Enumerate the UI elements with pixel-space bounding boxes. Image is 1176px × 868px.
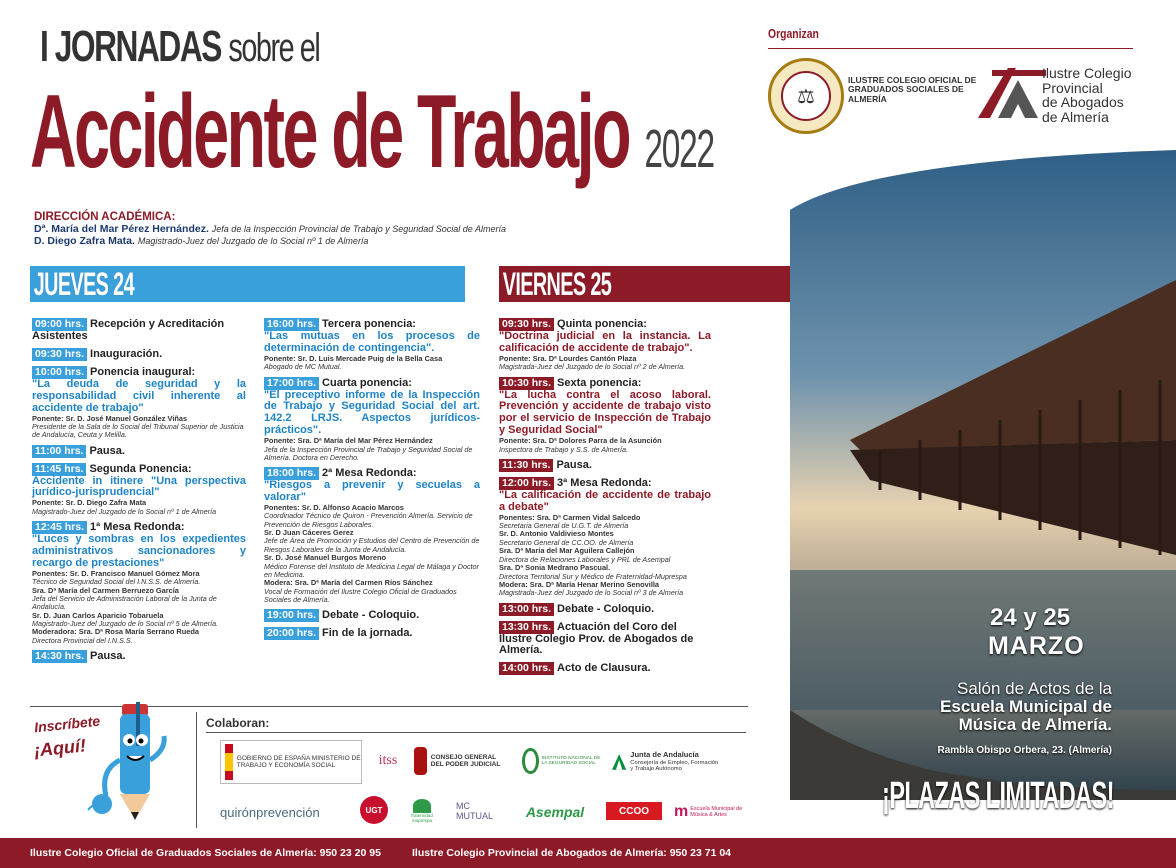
logo-asempal: Asempal bbox=[525, 804, 585, 820]
speaker: Ponente: Sra. Dª Lourdes Cantón Plaza Magistrada-Juez del Juzgado de lo Social nº 2 de Almería. bbox=[499, 353, 686, 372]
speakers bbox=[32, 570, 246, 645]
program-item bbox=[32, 318, 246, 343]
time-badge: 17:00 hrs. bbox=[264, 377, 319, 390]
talk-title: "Luces y sombras en los expedientes administrativos sancionadores y recargo de prestaciones" bbox=[32, 533, 246, 569]
signup-text-1[interactable]: Inscríbete bbox=[33, 712, 101, 736]
time-badge: 12:45 hrs. bbox=[32, 521, 87, 534]
speaker: Sra. Dª María del Carmen Berruezo García Jefa del Servicio de Administración Laboral de la Junta de Andalucía. bbox=[32, 585, 217, 612]
footer-phone-graduados: Ilustre Colegio Oficial de Graduados Sociales de Almería: 950 23 20 95 bbox=[30, 847, 381, 859]
program-item bbox=[32, 650, 246, 663]
speaker: Sr. D Juan Cáceres Gerez Jefe de Área de Promoción y Estudios del Centro de Prevención de Riesgos Laborales de la Junta de Andalucía. bbox=[264, 527, 480, 554]
logo-ccoo: CCOO bbox=[606, 802, 662, 820]
program-item bbox=[499, 662, 711, 675]
director-1: Dª. María del Mar Pérez Hernández. Jefa de la Inspección Provincial de Trabajo y Seguridad Social de Almería bbox=[34, 223, 506, 235]
program-item bbox=[499, 603, 711, 616]
title-line1: I JORNADAS sobre el bbox=[40, 22, 320, 71]
director-2: D. Diego Zafra Mata. Magistrado-Juez del Juzgado de lo Social nº 1 de Almería bbox=[34, 235, 369, 247]
vertical-divider bbox=[196, 712, 197, 828]
graduados-sociales-seal-icon: ⚖ bbox=[768, 58, 844, 134]
speaker: Ponentes: Sr. D. Alfonso Acacio Marcos Coordinador Técnico de Quiron - Prevención Almería. Servicio de Prevención de Riesgos Laborales. bbox=[264, 502, 473, 529]
logo-itss: itss bbox=[378, 753, 398, 768]
time-badge: 11:00 hrs. bbox=[32, 445, 86, 458]
program-item bbox=[32, 366, 246, 440]
event-venue: Salón de Actos de la Escuela Municipal de Música de Almería. bbox=[940, 679, 1112, 734]
item-heading: Segunda Ponencia: bbox=[89, 462, 192, 475]
speakers bbox=[264, 437, 480, 462]
time-badge: 19:00 hrs. bbox=[264, 609, 319, 622]
academic-direction bbox=[34, 211, 506, 247]
item-heading: Actuación del Coro del Ilustre Colegio Prov. de Abogados de Almería. bbox=[499, 620, 694, 657]
talk-title: "La lucha contra el acoso laboral. Prevención y accidente de trabajo visto por el servicio de Inspección de Trabajo y Seguridad Social" bbox=[499, 388, 711, 437]
signup-text-2[interactable]: ¡Aquí! bbox=[33, 735, 87, 761]
speakers bbox=[499, 514, 711, 598]
logo-quironprevencion: quirónprevención bbox=[220, 804, 320, 820]
program-item bbox=[264, 609, 480, 622]
program-item bbox=[499, 318, 711, 372]
speaker: Moderadora: Sra. Dª Rosa María Serrano Rueda Directora Provincial del I.N.S.S. bbox=[32, 627, 200, 645]
program-col-friday bbox=[499, 318, 711, 680]
collaborators-label: Colaboran: bbox=[206, 716, 270, 730]
time-badge: 11:30 hrs. bbox=[499, 459, 553, 472]
speaker: Sr. D. José Manuel Burgos Moreno Médico Forense del Instituto de Medicina Legal de Málaga y Doctor en Medicina. bbox=[264, 553, 479, 579]
limited-places-notice: ¡PLAZAS LIMITADAS! bbox=[882, 775, 1114, 817]
program-item bbox=[32, 463, 246, 517]
talk-title: "La calificación de accidente de trabajo a debate" bbox=[499, 488, 711, 513]
item-heading: Sexta ponencia: bbox=[557, 376, 642, 389]
item-heading: Recepción y Acreditación Asistentes bbox=[32, 318, 225, 342]
item-heading: Debate - Coloquio. bbox=[557, 602, 655, 615]
program-item bbox=[499, 377, 711, 454]
time-badge: 13:30 hrs. bbox=[499, 621, 554, 634]
collaborators-divider bbox=[206, 732, 746, 733]
speakers bbox=[32, 415, 246, 440]
time-badge: 14:00 hrs. bbox=[499, 662, 554, 675]
logo-junta-andalucia: Junta de Andalucía Consejería de Empleo, Formación y Trabajo Autónomo bbox=[612, 742, 722, 782]
item-heading: 2ª Mesa Redonda: bbox=[322, 467, 417, 480]
footer-phone-abogados: Ilustre Colegio Provincial de Abogados de Almería: 950 23 71 04 bbox=[412, 847, 731, 859]
speakers bbox=[264, 355, 480, 372]
speaker: Sra. Dª María del Mar Aguilera Callejón Directora de Relaciones Laborales y PRL de Asempal bbox=[499, 546, 671, 564]
time-badge: 16:00 hrs. bbox=[264, 318, 319, 331]
speaker: Sr. D. Juan Carlos Aparicio Tobaruela Magistrado-Juez del Juzgado de lo Social nº 5 de Almería. bbox=[32, 610, 219, 629]
speaker: Sra. Dª Sonia Medrano Pascual. Directora Territorial Sur y Médico de Fraternidad-Muprespa bbox=[499, 562, 687, 581]
abogados-logo-icon bbox=[978, 64, 1046, 118]
event-date-days: 24 y 25 bbox=[990, 604, 1071, 631]
item-heading: Pausa. bbox=[90, 650, 126, 663]
logo-cgpj: CONSEJO GENERAL DEL PODER JUDICIAL bbox=[414, 744, 510, 778]
time-badge: 14:30 hrs. bbox=[32, 650, 87, 663]
item-heading: Ponencia inaugural: bbox=[90, 365, 196, 378]
item-heading: 3ª Mesa Redonda: bbox=[557, 476, 652, 489]
speaker: Ponente: Sr. D. José Manuel González Viñas Presidente de la Sala de lo Social del Tribunal Superior de Justicia de Andalucía, Ceuta y Melilla. bbox=[32, 413, 244, 440]
item-heading: Acto de Clausura. bbox=[557, 662, 651, 675]
program-col-thursday-afternoon bbox=[264, 318, 480, 645]
speaker: Ponentes: Sra. Dª Carmen Vidal Salcedo Secretaria General de U.G.T. de Almería bbox=[499, 512, 641, 531]
program-item bbox=[264, 467, 480, 604]
speaker: Ponente: Sra. Dª María del Mar Pérez Hernández Jefa de la Inspección Provincial de Trabajo y Seguridad Social de Almería. Doctora en Derecho. bbox=[264, 436, 473, 462]
logo-escuela-musica: m Escuela Municipal de Música & Artes bbox=[674, 803, 743, 820]
item-heading: 1ª Mesa Redonda: bbox=[90, 521, 185, 534]
organizers-divider bbox=[768, 48, 1133, 49]
time-badge: 13:00 hrs. bbox=[499, 603, 554, 616]
program-item bbox=[264, 627, 480, 640]
speaker: Ponente: Sra. Dª Dolores Parra de la Asunción Inspectora de Trabajo y S.S. de Almería. bbox=[499, 436, 662, 454]
logo-ugt: UGT bbox=[360, 796, 388, 824]
talk-title: Accidente in itinere "Una perspectiva jurídico-jurisprudencial" bbox=[32, 474, 246, 499]
direction-label: DIRECCIÓN ACADÉMICA: bbox=[34, 211, 176, 223]
time-badge: 11:45 hrs. bbox=[32, 463, 86, 476]
program-item bbox=[264, 377, 480, 463]
program-item bbox=[264, 318, 480, 372]
title-year: 2022 bbox=[644, 119, 714, 179]
item-heading: Quinta ponencia: bbox=[557, 318, 647, 330]
item-heading: Debate - Coloquio. bbox=[322, 609, 420, 622]
talk-title: "Doctrina judicial en la instancia. La calificación de accidente de trabajo". bbox=[499, 330, 711, 354]
organizers-label: Organizan bbox=[768, 26, 819, 41]
event-date-month: MARZO bbox=[988, 632, 1085, 660]
speakers bbox=[499, 355, 711, 372]
org2-name: Ilustre Colegio Provincial de Abogados de Almería bbox=[1042, 65, 1132, 126]
time-badge: 10:30 hrs. bbox=[499, 377, 554, 390]
speaker: Ponentes: Sr. D. Francisco Manuel Gómez Mora Técnico de Seguridad Social del I.N.S.S. de Almería. bbox=[32, 568, 201, 587]
item-heading: Inauguración. bbox=[90, 347, 163, 360]
pen-mascot-icon[interactable] bbox=[86, 700, 176, 830]
time-badge: 12:00 hrs. bbox=[499, 477, 554, 490]
program-item bbox=[499, 459, 711, 472]
item-heading: Cuarta ponencia: bbox=[322, 376, 412, 389]
time-badge: 18:00 hrs. bbox=[264, 467, 319, 480]
footer-bar bbox=[0, 838, 1176, 868]
speaker: Modera: Sra. Dª María del Carmen Ríos Sánchez Vocal de Formación del Ilustre Colegio Oficial de Graduados Sociales de Almería. bbox=[264, 578, 457, 604]
logo-mc-mutual: MC MUTUAL bbox=[456, 801, 494, 821]
item-heading: Fin de la jornada. bbox=[322, 627, 413, 640]
event-address: Rambla Obispo Orbera, 23. (Almería) bbox=[937, 745, 1112, 756]
time-badge: 09:30 hrs. bbox=[499, 318, 554, 331]
speaker: Sr. D. Antonio Valdivieso Montes Secretario General de CC.OO. de Almería bbox=[499, 529, 634, 547]
program-col-thursday-morning bbox=[32, 318, 246, 668]
talk-title: "Riesgos a prevenir y secuelas a valorar" bbox=[264, 479, 480, 503]
item-heading: Pausa. bbox=[89, 444, 125, 457]
program-item bbox=[499, 477, 711, 598]
time-badge: 20:00 hrs. bbox=[264, 627, 319, 640]
logo-gobierno-espana: GOBIERNO DE ESPAÑA MINISTERIO DE TRABAJO Y ECONOMÍA SOCIAL bbox=[220, 740, 362, 784]
speakers bbox=[499, 437, 711, 454]
item-heading: Tercera ponencia: bbox=[322, 318, 416, 330]
program-item bbox=[499, 621, 711, 658]
logo-fraternidad: fraternidad muprespa bbox=[402, 796, 442, 826]
program-item bbox=[32, 348, 246, 361]
org1-name: ILUSTRE COLEGIO OFICIAL DE GRADUADOS SOCIALES DE ALMERÍA bbox=[848, 75, 977, 104]
time-badge: 10:00 hrs. bbox=[32, 366, 87, 379]
item-heading: Pausa. bbox=[556, 458, 592, 471]
time-badge: 09:00 hrs. bbox=[32, 318, 87, 331]
speakers bbox=[32, 499, 246, 516]
speakers bbox=[264, 504, 480, 604]
title-line2: Accidente de Trabajo 2022 bbox=[30, 74, 714, 190]
day-banner-thursday: JUEVES 24 bbox=[30, 266, 465, 302]
time-badge: 09:30 hrs. bbox=[32, 348, 87, 361]
speaker: Ponente: Sr. D. Diego Zafra Mata Magistrado-Juez del Juzgado de lo Social nº 1 de Almería bbox=[32, 498, 217, 516]
program-item bbox=[32, 445, 246, 458]
speaker: Modera: Sra. Dª María Henar Merino Senovilla Magistrada-Juez del Juzgado de lo Social nº 3 de Almería bbox=[499, 579, 684, 598]
program-item bbox=[32, 521, 246, 645]
junta-andalucia-icon bbox=[612, 750, 626, 774]
talk-title: "La deuda de seguridad y la responsabilidad civil inherente al accidente de trabajo" bbox=[32, 377, 246, 414]
logo-inss: INSTITUTO NACIONAL DE LA SEGURIDAD SOCIAL bbox=[522, 744, 602, 778]
talk-title: "Las mutuas en los procesos de determinación de contingencia". bbox=[264, 330, 480, 354]
talk-title: "El preceptivo informe de la Inspección de Trabajo y Seguridad Social del art. 142.2 LRJS. Aspectos jurídicos-prácticos". bbox=[264, 388, 480, 437]
speaker: Ponente: Sr. D. Luis Mercade Puig de la Bella Casa Abogado de MC Mutual. bbox=[264, 353, 443, 372]
day-banner-friday: VIERNES 25 bbox=[499, 266, 899, 302]
